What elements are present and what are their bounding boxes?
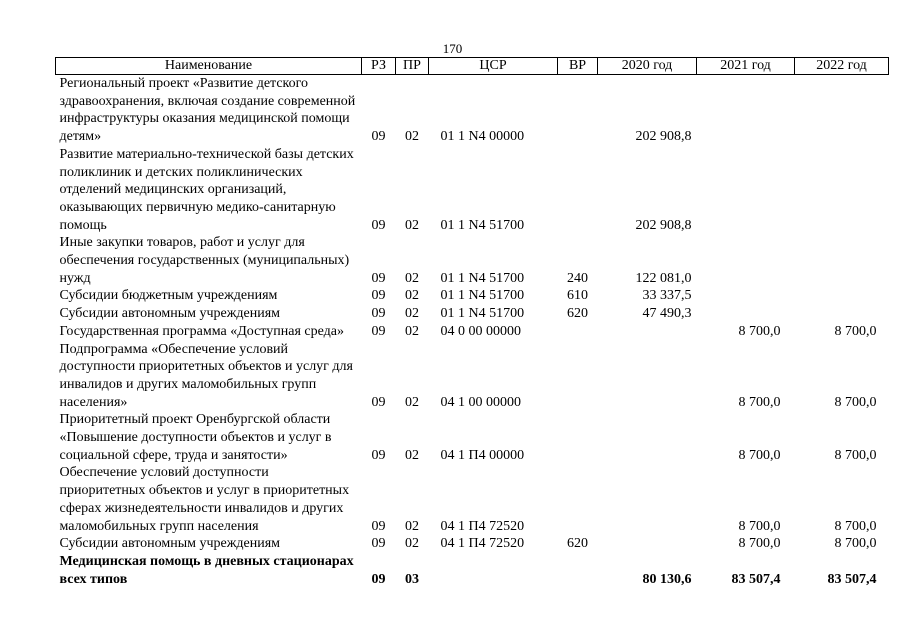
row-pr: 02 (405, 270, 419, 286)
row-pr: 02 (405, 323, 419, 339)
row-rz: 09 (371, 536, 386, 552)
row-2022-value: 8 700,0 (834, 536, 877, 552)
row-rz: 09 (371, 306, 386, 322)
row-csr: 04 1 П4 72520 (440, 518, 525, 534)
table-row (56, 305, 889, 323)
row-rz: 09 (371, 394, 386, 410)
table-row (56, 287, 889, 305)
table-header-row (56, 58, 889, 75)
row-rz: 09 (371, 288, 386, 304)
table-row (56, 323, 889, 341)
row-pr: 02 (405, 536, 419, 552)
row-2020-value (598, 323, 697, 341)
header-csr: ЦСР (429, 58, 558, 75)
row-name: Государственная программа «Доступная среда» (59, 323, 344, 339)
row-2022-value (795, 146, 889, 235)
row-csr: 04 1 П4 72520 (440, 536, 525, 552)
row-pr: 02 (405, 129, 419, 145)
row-2022-value (795, 75, 889, 146)
row-rz: 09 (371, 217, 386, 233)
row-2020-value: 202 908,8 (635, 129, 692, 145)
row-csr: 01 1 N4 51700 (440, 288, 525, 304)
row-csr: 04 1 П4 00000 (440, 447, 525, 463)
row-2020-value (598, 341, 697, 412)
row-2020-value: 33 337,5 (642, 288, 692, 304)
budget-table (55, 57, 889, 588)
row-vr (558, 146, 598, 235)
header-pr: ПР (396, 58, 429, 75)
row-rz: 09 (371, 270, 386, 286)
row-csr: 01 1 N4 51700 (440, 306, 525, 322)
row-rz: 09 (371, 447, 386, 463)
row-2022-value: 8 700,0 (834, 394, 877, 410)
row-vr: 620 (567, 306, 588, 322)
table-row (56, 234, 889, 287)
row-2021-value: 8 700,0 (738, 518, 781, 534)
row-2022-value: 8 700,0 (834, 518, 877, 534)
row-2022-value: 8 700,0 (834, 447, 877, 463)
row-pr: 03 (405, 571, 419, 587)
row-pr: 02 (405, 306, 419, 322)
row-name: Подпрограмма «Обеспечение условий доступности приоритетных объектов и услуг для инвалидов и других маломобильных групп населения» (59, 341, 353, 410)
row-vr (558, 411, 598, 464)
row-name: Обеспечение условий доступности приоритетных объектов и услуг в приоритетных сферах жизнедеятельности инвалидов и других маломобильных групп населения (59, 465, 350, 534)
row-pr: 02 (405, 288, 419, 304)
row-name: Субсидии автономным учреждениям (59, 536, 281, 552)
row-2021-value: 8 700,0 (738, 394, 781, 410)
table-row (56, 75, 889, 146)
header-2020: 2020 год (598, 58, 697, 75)
row-vr (558, 553, 598, 588)
header-name: Наименование (56, 58, 362, 75)
row-2021-value: 8 700,0 (738, 323, 781, 339)
row-vr (558, 341, 598, 412)
row-csr: 04 0 00 00000 (440, 323, 521, 339)
row-vr (558, 75, 598, 146)
row-2021-value (697, 234, 795, 287)
header-rz: РЗ (362, 58, 396, 75)
row-2020-value: 47 490,3 (642, 306, 692, 322)
row-2020-value (598, 535, 697, 553)
row-pr: 02 (405, 518, 419, 534)
row-vr: 610 (567, 288, 588, 304)
row-2021-value (697, 146, 795, 235)
table-row (56, 146, 889, 235)
row-2022-value: 8 700,0 (834, 323, 877, 339)
row-2020-value: 202 908,8 (635, 217, 692, 233)
page-number: 170 (442, 41, 463, 56)
row-csr: 01 1 N4 51700 (440, 217, 525, 233)
row-pr: 02 (405, 217, 419, 233)
row-name: Субсидии автономным учреждениям (59, 306, 281, 322)
header-2021: 2021 год (697, 58, 795, 75)
table-row (56, 341, 889, 412)
header-vr: ВР (558, 58, 598, 75)
row-vr (558, 323, 598, 341)
row-2020-value (598, 411, 697, 464)
row-csr: 01 1 N4 00000 (440, 129, 525, 145)
row-vr: 240 (567, 270, 588, 286)
row-pr: 02 (405, 447, 419, 463)
row-2021-value: 83 507,4 (731, 571, 781, 587)
row-csr (429, 553, 558, 588)
row-name: Субсидии бюджетным учреждениям (59, 288, 278, 304)
row-rz: 09 (371, 323, 386, 339)
row-2021-value: 8 700,0 (738, 447, 781, 463)
row-2021-value: 8 700,0 (738, 536, 781, 552)
row-rz: 09 (371, 571, 386, 587)
row-vr (558, 464, 598, 535)
row-pr: 02 (405, 394, 419, 410)
row-2021-value (697, 305, 795, 323)
row-2022-value (795, 234, 889, 287)
row-2022-value: 83 507,4 (827, 571, 877, 587)
table-row (56, 464, 889, 535)
row-name: Региональный проект «Развитие детского здравоохранения, включая создание современной инфраструктуры оказания медицинской помощи детям» (59, 76, 356, 145)
row-vr: 620 (567, 536, 588, 552)
row-name: Медицинская помощь в дневных стационарах всех типов (59, 553, 354, 587)
row-2021-value (697, 287, 795, 305)
row-rz: 09 (371, 518, 386, 534)
row-2020-value (598, 464, 697, 535)
row-2020-value: 122 081,0 (635, 270, 692, 286)
row-rz: 09 (371, 129, 386, 145)
header-2022: 2022 год (795, 58, 889, 75)
row-name: Развитие материально-технической базы детских поликлиник и детских поликлинических отделений медицинских организаций, оказывающих первичную медико-санитарную помощь (59, 146, 354, 233)
table-row (56, 553, 889, 588)
table-row (56, 535, 889, 553)
row-name: Иные закупки товаров, работ и услуг для обеспечения государственных (муниципальных) нужд (59, 235, 350, 286)
row-csr: 04 1 00 00000 (440, 394, 521, 410)
row-2021-value (697, 75, 795, 146)
row-2022-value (795, 305, 889, 323)
table-row (56, 411, 889, 464)
row-2020-value: 80 130,6 (642, 571, 692, 587)
row-csr: 01 1 N4 51700 (440, 270, 525, 286)
row-name: Приоритетный проект Оренбургской области «Повышение доступности объектов и услуг в социальной сфере, труда и занятости» (59, 412, 332, 463)
row-2022-value (795, 287, 889, 305)
